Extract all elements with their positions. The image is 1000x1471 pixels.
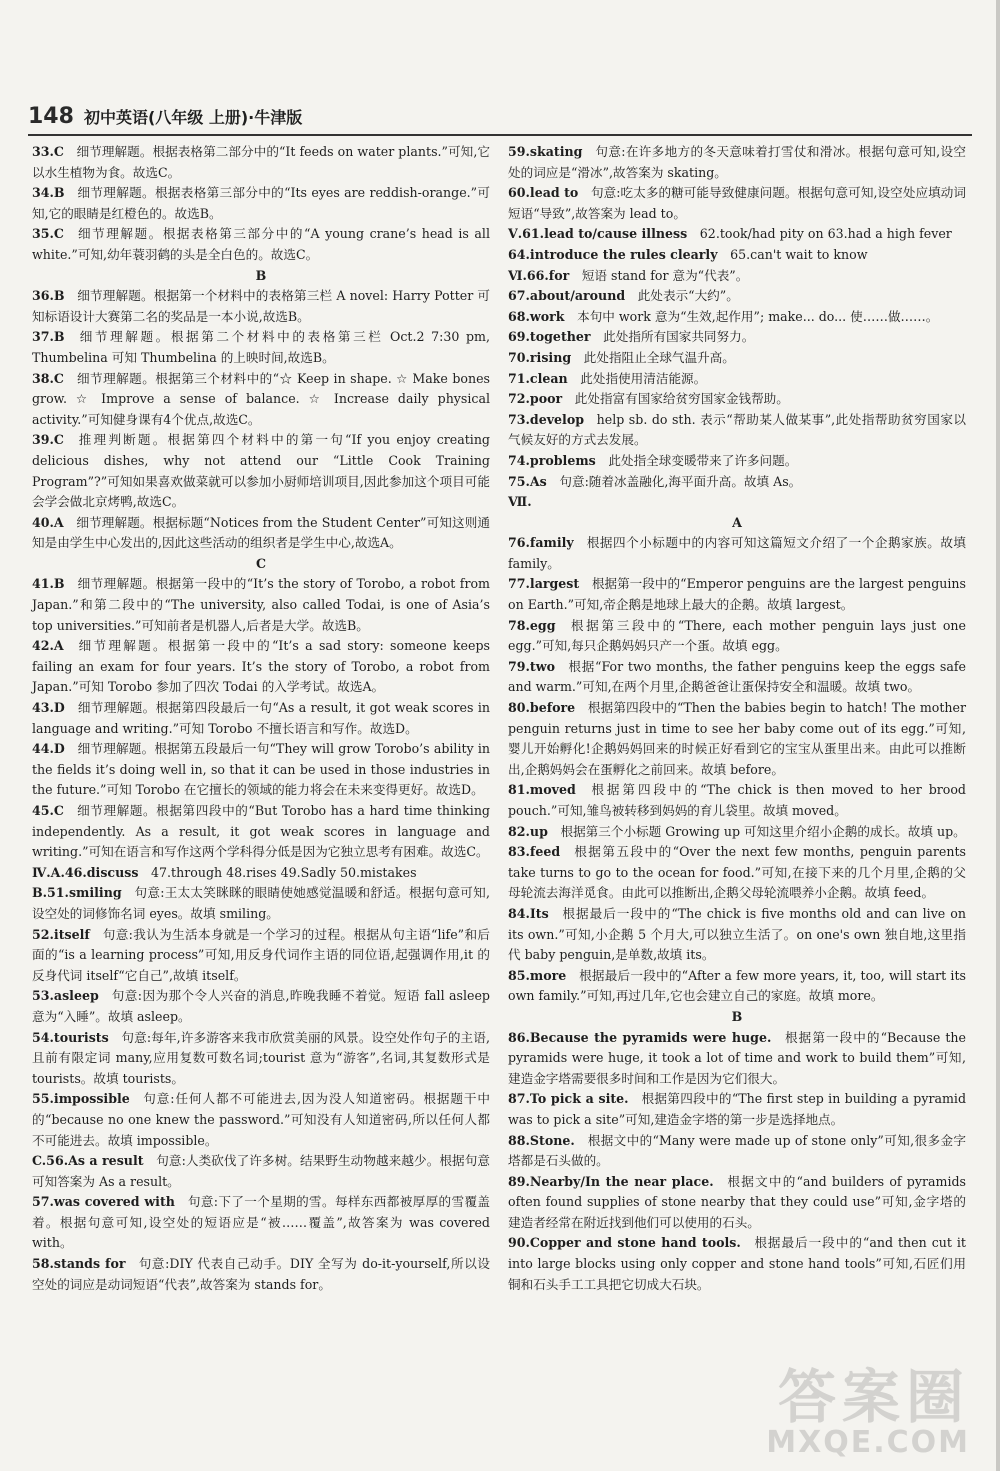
answer-item: [508, 698, 966, 780]
answer-label: 87.To pick a site.: [508, 1091, 629, 1107]
answer-label: 82.up: [508, 823, 548, 839]
answer-label: 52.itself: [32, 926, 90, 942]
answer-explanation: 根据第五段中的“Over the next few months, penguin parents take turns to go to the ocean for food.”可知,在接下来的几个月里,企鹅的父母轮流去海洋觅食。由此可以推断出,企鹅父母轮流喂养小企鹅。故填 feed。: [508, 844, 966, 901]
answer-item: [32, 430, 490, 512]
page-edge: [996, 0, 1000, 1471]
answer-explanation: 句意:王太太笑眯眯的眼睛使她感觉温暖和舒适。根据句意可知,设空处的词修饰名词 eyes。故填 smiling。: [32, 885, 490, 921]
answer-explanation: 句意:每年,许多游客来我市欣赏美丽的风景。设空处作句子的主语,且前有限定词 many,应用复数可数名词;tourist 意为“游客”,名词,其复数形式是 tourists。故填 tourists。: [32, 1029, 490, 1086]
answer-item: [32, 574, 490, 636]
answer-label: 67.about/around: [508, 288, 626, 304]
section-heading: B: [731, 1008, 743, 1024]
answer-label: 39.C: [32, 432, 64, 448]
answer-label: 37.B: [32, 329, 65, 345]
answer-label: 57.was covered with: [32, 1194, 175, 1210]
answer-explanation: 细节理解题。根据第一段中的“It’s a sad story: someone keeps failing an exam for four years. It’s the story of Torobo, a robot from Japan.”可知 Torobo 参加了四次 Todai 的入学考试。故选A。: [32, 638, 490, 695]
answer-item: [508, 224, 966, 245]
page-number: 148: [28, 103, 74, 129]
answer-label: 78.egg: [508, 617, 556, 633]
answer-item: [508, 574, 966, 615]
answer-label: Ⅳ.A.46.discuss: [32, 864, 139, 880]
answer-explanation: 65.can't wait to know: [730, 246, 868, 262]
answer-label: 64.introduce the rules clearly: [508, 246, 718, 262]
answer-item: [508, 472, 966, 493]
answer-explanation: 根据文中的“and builders of pyramids often found supplies of stone nearby that they could use”可知,金字塔的建造者经常在附近找到他们可以使用的石头。: [508, 1173, 966, 1230]
answer-explanation: 细节理解题。根据第一个材料中的表格第三栏 A novel: Harry Potter 可知标语设计大赛第二名的奖品是一本小说,故选B。: [32, 288, 490, 324]
answer-label: 70.rising: [508, 349, 572, 365]
answer-label: 59.skating: [508, 144, 583, 159]
answer-explanation: 句意:在许多地方的冬天意味着打雪仗和滑冰。根据句意可知,设空处的词应是“滑冰”,故答案为 skating。: [508, 144, 966, 180]
answer-label: 84.Its: [508, 905, 549, 921]
answer-label: 85.more: [508, 967, 567, 983]
answer-item: [508, 842, 966, 904]
answer-label: 71.clean: [508, 370, 568, 386]
answer-label: 35.C: [32, 226, 64, 242]
answer-explanation: 此处指所有国家共同努力。: [603, 329, 755, 345]
right-column: [508, 142, 966, 1295]
answer-label: 77.largest: [508, 576, 580, 592]
answer-label: 41.B: [32, 576, 65, 592]
answer-explanation: 根据第四段中的“The first step in building a pyramid was to pick a site”可知,建造金字塔的第一步是选择地点。: [508, 1091, 967, 1127]
answer-label: 88.Stone.: [508, 1132, 575, 1148]
answer-label: 89.Nearby/In the near place.: [508, 1173, 714, 1189]
answer-label: 90.Copper and stone hand tools.: [508, 1235, 741, 1251]
answer-explanation: 句意:随着冰盖融化,海平面升高。故填 As。: [559, 473, 802, 489]
answer-item: [508, 1131, 966, 1172]
answer-explanation: 此处指全球变暖带来了许多问题。: [608, 452, 798, 468]
answer-explanation: 句意:DIY 代表自己动手。DIY 全写为 do-it-yourself,所以设空处的词应是动词短语“代表”,故答案为 stands for。: [32, 1256, 490, 1292]
answer-item: [508, 533, 966, 574]
answer-explanation: 此处指阻止全球气温升高。: [583, 349, 735, 365]
answer-item: [508, 286, 966, 307]
answer-item: [32, 801, 490, 863]
answer-explanation: 根据第四段中的“The chick is then moved to her brood pouch.”可知,雏鸟被转移到妈妈的育儿袋里。故填 moved。: [508, 782, 966, 818]
section-heading: C: [255, 555, 267, 571]
answer-label: 38.C: [32, 370, 64, 386]
answer-explanation: 细节理解题。根据标题“Notices from the Student Center”可知这则通知是由学生中心发出的,因此这些活动的组织者是学生中心,故选A。: [32, 514, 490, 551]
answer-explanation: 47.through 48.rises 49.Sadly 50.mistakes: [151, 864, 417, 880]
answer-explanation: 句意:因为那个令人兴奋的消息,昨晚我睡不着觉。短语 fall asleep 意为“入睡”。故填 asleep。: [32, 988, 490, 1024]
answer-item: [508, 183, 966, 224]
answer-explanation: 细节理解题。根据表格第三部分中的“Its eyes are reddish-orange.”可知,它的眼睛是红橙色的。故选B。: [32, 185, 490, 221]
answer-explanation: 细节理解题。根据表格第二部分中的“It feeds on water plants.”可知,它以水生植物为食。故选C。: [32, 144, 490, 180]
answer-explanation: 根据文中的“Many were made up of stone only”可知,很多金字塔都是石头做的。: [508, 1132, 966, 1169]
answer-item: [508, 616, 966, 657]
answer-label: 36.B: [32, 288, 65, 304]
answer-explanation: 根据第四段中的“Then the babies begin to hatch! The mother penguin returns just in time to see her baby come out of its egg.”可知,婴儿开始孵化!企鹅妈妈回来的时候正好看到它的宝宝从蛋里出来。由此可以推断出,企鹅妈妈会在蛋孵化之前回来。故填 before。: [508, 700, 966, 777]
answer-explanation: 此处指富有国家给贫穷国家金钱帮助。: [574, 391, 789, 407]
answer-label: 79.two: [508, 658, 555, 674]
answer-item: [32, 636, 490, 698]
section-heading: A: [732, 514, 742, 530]
answer-explanation: 此处表示“大约”。: [637, 288, 739, 304]
answer-explanation: 句意:人类砍伐了许多树。结果野生动物越来越少。根据句意可知答案为 As a result。: [32, 1153, 490, 1189]
answer-item: [508, 389, 966, 410]
answer-explanation: 根据最后一段中的“The chick is five months old and can live on its own.”可知,小企鹅 5 个月大,可以独立生活了。on one's own 独自地,这里指代 baby penguin,是单数,故填 its。: [508, 905, 966, 963]
section-heading: B: [255, 267, 267, 283]
answer-item: [508, 966, 966, 1007]
answer-item: [32, 142, 490, 183]
answer-label: 55.impossible: [32, 1091, 130, 1107]
answer-explanation: 细节理解题。根据第一段中的“It’s the story of Torobo, a robot from Japan.”和第二段中的“The university, also called Todai, is one of Asia’s top universities.”可知前者是机器人,后者是大学。故选B。: [32, 576, 490, 633]
left-column: [32, 142, 490, 1295]
answer-item: [508, 410, 966, 451]
watermark-url: MXQE.COM: [766, 1425, 970, 1460]
answer-explanation: 推理判断题。根据第四个材料中的第一句“If you enjoy creating delicious dishes, why not attend our “Little Cook Training Program”?”可知如果喜欢做菜就可以参加小厨师培训项目,因此参加这个项目可能会学会做北京烤鸭,故选C。: [32, 432, 490, 510]
answer-item: [508, 822, 966, 843]
answer-item: [32, 224, 490, 265]
answer-label: 83.feed: [508, 844, 561, 860]
answer-item: [32, 863, 490, 884]
answer-item: [508, 1172, 966, 1234]
answer-explanation: 细节理解题。根据第五段最后一句“They will grow Torobo’s ability in the fields it’s doing well in, so that it can be used in those industries in the future.”可知 Torobo 在它擅长的领域的能力将会在未来变得更好。故选D。: [32, 741, 490, 798]
answer-explanation: 根据第三个小标题 Growing up 可知这里介绍小企鹅的成长。故填 up。: [560, 823, 966, 839]
answer-label: Ⅴ.61.lead to/cause illness: [508, 226, 688, 242]
answer-item: [32, 1089, 490, 1151]
answer-item: [32, 1192, 490, 1254]
answer-item: [32, 739, 490, 801]
answer-explanation: 句意:我认为生活本身就是一个学习的过程。根据从句主语“life”和后面的“is a learning process”可知,用反身代词作主语的同位语,起强调作用,it 的反身代词 itself“它自己”,故填 itself。: [32, 926, 490, 983]
answer-item: [32, 183, 490, 224]
answer-explanation: 此处指使用清洁能源。: [580, 370, 707, 386]
answer-label: Ⅶ.: [508, 494, 532, 510]
answer-explanation: 句意:下了一个星期的雪。每样东西都被厚厚的雪覆盖着。根据句意可知,设空处的短语应是“被……覆盖”,故答案为 was covered with。: [32, 1194, 490, 1251]
answer-explanation: 细节理解题。根据第四段最后一句“As a result, it got weak scores in language and writing.”可知 Torobo 不擅长语言和写作。故选D。: [32, 700, 490, 736]
answer-item: [32, 925, 490, 987]
answer-explanation: 细节理解题。根据表格第三部分中的“A young crane’s head is all white.”可知,幼年蓑羽鹤的头是全白色的。故选C。: [32, 226, 490, 262]
answer-item: [32, 883, 490, 924]
answer-explanation: 根据第一段中的“Because the pyramids were huge, it took a lot of time and work to build them”可知,建造金字塔需要很多时间和工作是因为它们很大。: [508, 1029, 966, 1086]
answer-item: [32, 986, 490, 1027]
answer-item: [508, 245, 966, 266]
answer-item: [32, 369, 490, 431]
answer-item: [508, 369, 966, 390]
watermark-logo: 答案圈: [777, 1363, 970, 1431]
answer-explanation: 根据最后一段中的“and then cut it into large blocks using only copper and stone hand tools”可知,石匠们用铜和石头手工工具把它切成大石块。: [508, 1235, 966, 1292]
page-header: [28, 100, 302, 132]
answer-item: [508, 780, 966, 821]
header-rule: [28, 134, 972, 136]
answer-item: [32, 327, 490, 368]
answer-label: 42.A: [32, 638, 64, 654]
answer-item: [508, 1233, 966, 1295]
answer-explanation: 根据最后一段中的“After a few more years, it, too, will start its own family.”可知,再过几年,它也会建立自己的家庭。故填 more。: [508, 967, 966, 1004]
answer-item: [508, 492, 966, 513]
answer-explanation: 根据第一段中的“Emperor penguins are the largest penguins on Earth.”可知,帝企鹅是地球上最大的企鹅。故填 largest。: [508, 576, 966, 613]
answer-label: 75.As: [508, 473, 547, 489]
answer-label: B.51.smiling: [32, 885, 122, 901]
answer-label: 34.B: [32, 185, 65, 201]
answer-label: 60.lead to: [508, 185, 579, 201]
answer-label: 53.asleep: [32, 988, 99, 1004]
answer-item: [508, 327, 966, 348]
answer-label: 81.moved: [508, 782, 576, 798]
answer-label: 80.before: [508, 700, 576, 716]
answer-explanation: 根据第三段中的“There, each mother penguin lays just one egg.”可知,每只企鹅妈妈只产一个蛋。故填 egg。: [508, 617, 966, 654]
answer-label: 43.D: [32, 700, 65, 716]
answer-item: [508, 904, 966, 966]
answer-item: [32, 1028, 490, 1090]
answer-item: [508, 451, 966, 472]
answer-explanation: 句意:任何人都不可能进去,因为没人知道密码。根据题干中的“because no one knew the password.”可知没有人知道密码,所以任何人都不可能进去。故填 impossible。: [32, 1091, 490, 1148]
watermark: [766, 1363, 970, 1460]
answer-label: 74.problems: [508, 452, 596, 468]
answer-item: [32, 1254, 490, 1295]
answer-item: [508, 1089, 966, 1130]
answer-explanation: 根据四个小标题中的内容可知这篇短文介绍了一个企鹅家族。故填 family。: [508, 535, 966, 571]
answer-explanation: 短语 stand for 意为“代表”。: [581, 267, 749, 283]
answer-explanation: 根据“For two months, the father penguins keep the eggs safe and warm.”可知,在两个月里,企鹅爸爸让蛋保持安全和温暖。故填 two。: [508, 658, 966, 695]
answer-item: [32, 1151, 490, 1192]
answer-label: 45.C: [32, 803, 64, 818]
answer-item: [508, 307, 966, 328]
answer-label: C.56.As a result: [32, 1153, 144, 1169]
answer-label: 86.Because the pyramids were huge.: [508, 1029, 772, 1045]
answer-label: 58.stands for: [32, 1256, 126, 1272]
answer-item: [508, 142, 966, 183]
answer-label: 33.C: [32, 144, 64, 159]
answer-explanation: 细节理解题。根据第二个材料中的表格第三栏 Oct.2 7:30 pm, Thumbelina 可知 Thumbelina 的上映时间,故选B。: [32, 329, 490, 365]
answer-explanation: 细节理解题。根据第三个材料中的“☆ Keep in shape. ☆ Make bones grow. ☆ Improve a sense of balance. ☆ Increase daily physical activity.”可知健身课有4个优点,故选C。: [32, 370, 490, 427]
answer-label: 76.family: [508, 535, 574, 551]
answer-label: 40.A: [32, 514, 64, 530]
answer-label: 73.develop: [508, 411, 585, 427]
answer-label: 72.poor: [508, 391, 563, 407]
answer-item: [508, 348, 966, 369]
answer-explanation: 62.took/had pity on 63.had a high fever: [699, 226, 952, 242]
answer-item: [508, 1028, 966, 1090]
answer-label: 68.work: [508, 308, 565, 324]
answer-label: 69.together: [508, 329, 591, 345]
answer-explanation: 细节理解题。根据第四段中的“But Torobo has a hard time thinking independently. As a result, it got weak scores in language and writing.”可知在语言和写作这两个学科得分低是因为它独立思考有困难。故选C。: [32, 803, 490, 860]
answer-explanation: 句意:吃太多的糖可能导致健康问题。根据句意可知,设空处应填动词短语“导致”,故答案为 lead to。: [508, 185, 966, 221]
answer-explanation: help sb. do sth. 表示“帮助某人做某事”,此处指帮助贫穷国家以气候友好的方式去发展。: [508, 411, 966, 448]
answer-item: [32, 286, 490, 327]
answer-label: 54.tourists: [32, 1029, 109, 1045]
answer-item: [32, 513, 490, 554]
answer-label: Ⅵ.66.for: [508, 267, 570, 283]
answer-item: [508, 266, 966, 287]
answer-label: 44.D: [32, 741, 65, 757]
answer-item: [32, 698, 490, 739]
answer-explanation: 本句中 work 意为“生效,起作用”; make... do... 使……做……。: [577, 308, 939, 324]
book-title: 初中英语(八年级 上册)·牛津版: [83, 107, 303, 127]
answer-item: [508, 657, 966, 698]
